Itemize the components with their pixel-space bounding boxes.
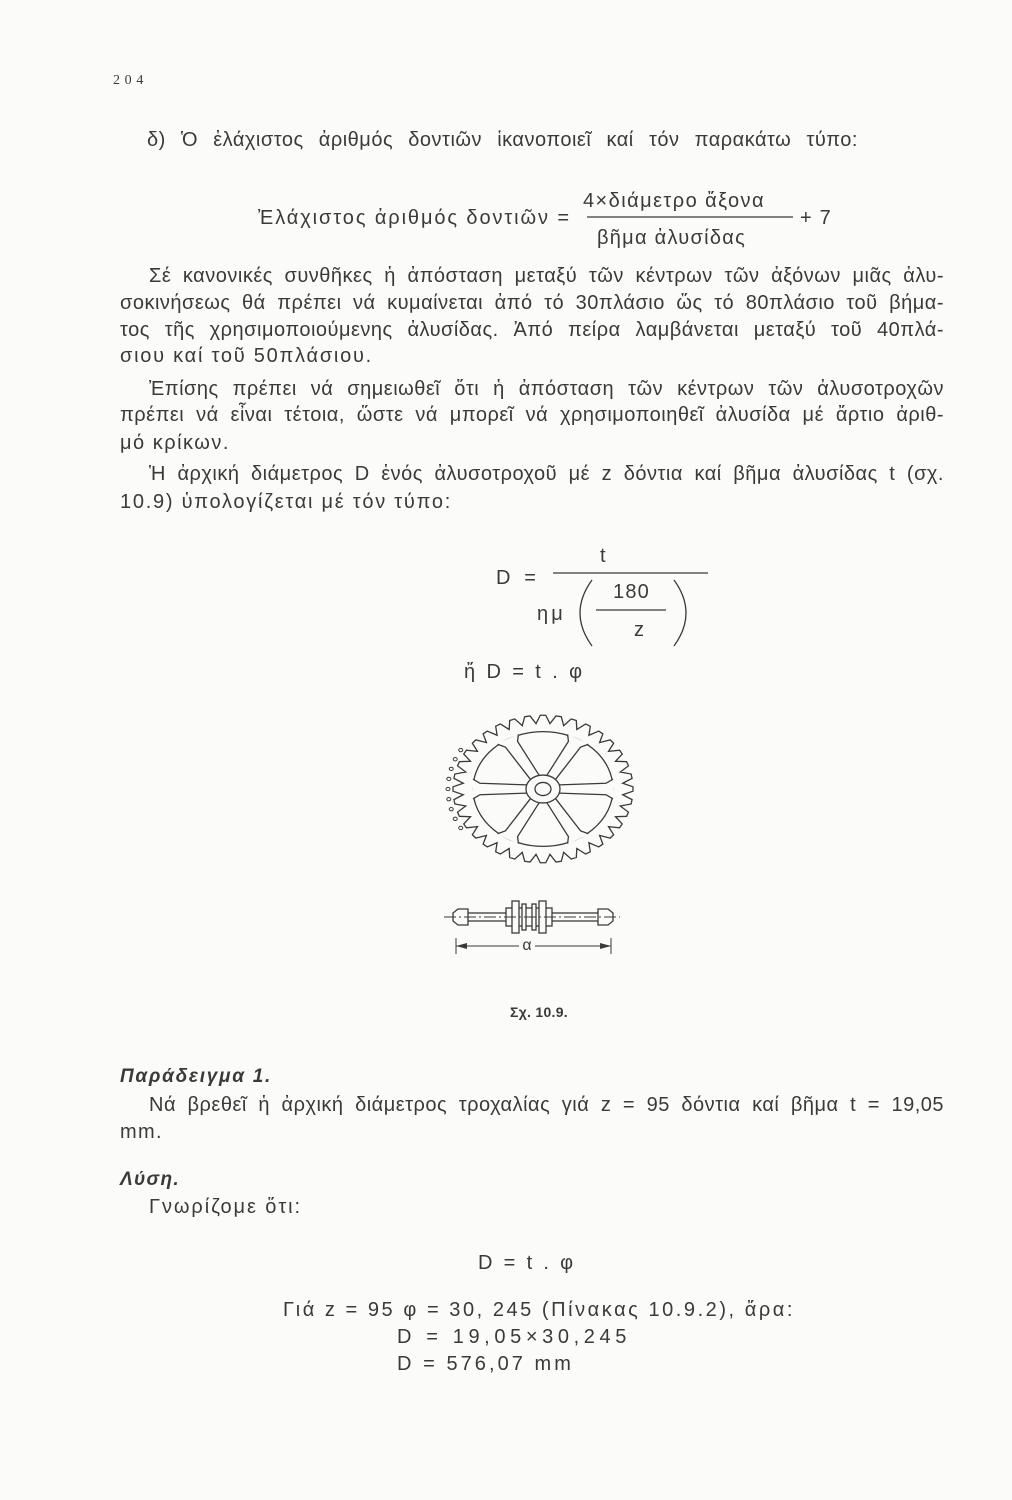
chain-roller xyxy=(447,777,451,780)
diameter-numerator: t xyxy=(600,545,607,567)
sprocket-side-view xyxy=(444,901,620,933)
solution-heading: Λύση. xyxy=(120,1169,180,1190)
example-statement-line: mm. xyxy=(120,1121,163,1143)
sine-function: ημ xyxy=(537,603,566,625)
example-statement-line: Νά βρεθεῖ ἡ ἀρχική διάμετρος τροχαλίας γιά z = 95 δόντια καί βῆμα t = 19,05 xyxy=(149,1094,944,1116)
min-teeth-lhs: Ἐλάχιστος ἀριθμός δοντιῶν = xyxy=(258,207,571,229)
chain-roller xyxy=(459,748,463,751)
chain-roller xyxy=(447,798,451,801)
chain-roller xyxy=(453,758,457,761)
paragraph-line: 10.9) ὑπολογίζεται μέ τόν τύπο: xyxy=(120,491,452,513)
paragraph-line: σιου καί τοῦ 50πλάσιου. xyxy=(120,345,373,367)
solution-step: D = 19,05×30,245 xyxy=(397,1326,631,1348)
paragraph-line: μό κρίκων. xyxy=(120,432,230,454)
min-teeth-numerator: 4×διάμετρο ἄξονα xyxy=(583,190,765,212)
dimension-arrow-right xyxy=(600,943,611,949)
sprocket-hub xyxy=(526,775,560,803)
solution-result: D = 576,07 mm xyxy=(397,1353,574,1375)
chain-roller xyxy=(449,808,453,811)
solution-step: Γιά z = 95 φ = 30, 245 (Πίνακας 10.9.2), ἄρα: xyxy=(283,1299,795,1321)
diameter-lhs: D = xyxy=(496,567,540,589)
dimension-arrow-left xyxy=(456,943,467,949)
diameter-alternative: ἤ D = t . φ xyxy=(464,661,585,683)
sprocket-front-view xyxy=(446,715,633,863)
intro-line: δ) Ὁ ἐλάχιστος ἀριθμός δοντιῶν ἱκανοποιεῖ καί τόν παρακάτω τύπο: xyxy=(147,129,858,151)
min-teeth-denominator: βῆμα ἀλυσίδας xyxy=(597,227,746,249)
chain-roller xyxy=(449,767,453,770)
paragraph-line: Ἐπίσης πρέπει νά σημειωθεῖ ὅτι ἡ ἀπόσταση τῶν κέντρων τῶν ἀλυσοτροχῶν xyxy=(149,378,944,400)
solution-intro: Γνωρίζομε ὅτι: xyxy=(149,1196,302,1218)
paragraph-line: πρέπει νά εἶναι τέτοια, ὥστε νά μπορεῖ νά χρησιμοποιηθεῖ ἀλυσίδα μέ ἄρτιο ἀριθ- xyxy=(120,404,944,426)
paragraph-line: Ἡ ἀρχική διάμετρος D ἑνός ἀλυσοτροχοῦ μέ z δόντια καί βῆμα ἀλυσίδας t (σχ. xyxy=(149,463,944,485)
page-number: 204 xyxy=(113,73,148,88)
min-teeth-addend: + 7 xyxy=(800,207,832,229)
angle-denominator: z xyxy=(634,619,645,641)
left-parenthesis xyxy=(580,580,592,646)
example-heading: Παράδειγμα 1. xyxy=(120,1066,272,1087)
paragraph-line: τος τῆς χρησιμοποιούμενης ἀλυσίδας. Ἀπό πείρα λαμβάνεται μεταξύ τοῦ 40πλά- xyxy=(120,319,944,341)
solution-formula: D = t . φ xyxy=(478,1252,576,1274)
chain-roller xyxy=(459,826,463,829)
dimension-label: α xyxy=(519,935,535,957)
paragraph-line: σοκινήσεως θά πρέπει νά κυμαίνεται ἀπό τό 30πλάσιο ὥς τό 80πλάσιο τοῦ βήμα- xyxy=(120,292,944,314)
figure-caption: Σχ. 10.9. xyxy=(510,1004,568,1020)
right-parenthesis xyxy=(674,580,686,646)
angle-numerator: 180 xyxy=(613,581,650,603)
chain-roller xyxy=(446,787,450,790)
chain-roller xyxy=(453,817,457,820)
paragraph-line: Σέ κανονικές συνθῆκες ἡ ἀπόσταση μεταξύ τῶν κέντρων τῶν ἀξόνων μιᾶς ἀλυ- xyxy=(149,265,944,287)
